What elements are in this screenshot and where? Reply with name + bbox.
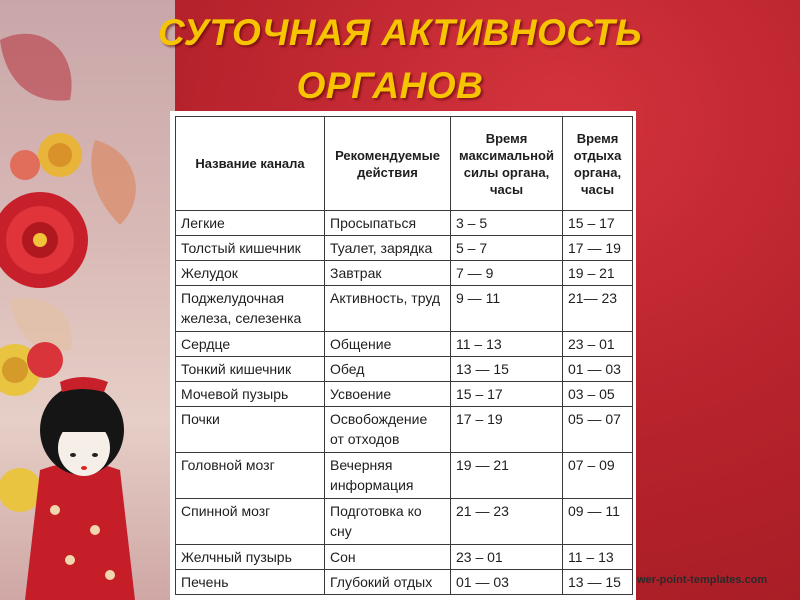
table-row: [176, 407, 633, 453]
cell-action: Завтрак: [325, 261, 451, 286]
organ-activity-table: [175, 116, 633, 595]
table-row: [176, 545, 633, 570]
slide-title-line2: ОРГАНОВ: [296, 65, 484, 106]
cell-action: Общение: [325, 332, 451, 357]
table-row: [176, 286, 633, 332]
cell-action: Усвоение: [325, 382, 451, 407]
cell-channel: Мочевой пузырь: [176, 382, 325, 407]
cell-max-time: 15 – 17: [451, 382, 563, 407]
table-row: [176, 357, 633, 382]
cell-action: Обед: [325, 357, 451, 382]
cell-max-time: 19 — 21: [451, 453, 563, 499]
slide-title-line1: СУТОЧНАЯ АКТИВНОСТЬ: [157, 12, 643, 53]
table-row: [176, 211, 633, 236]
table-container: [170, 111, 636, 600]
header-channel-name: Название канала: [176, 117, 325, 211]
header-recommended-actions: Рекомендуемые действия: [325, 117, 451, 211]
cell-max-time: 13 — 15: [451, 357, 563, 382]
cell-rest-time: 03 – 05: [563, 382, 633, 407]
cell-max-time: 3 – 5: [451, 211, 563, 236]
cell-rest-time: 05 — 07: [563, 407, 633, 453]
cell-max-time: 01 — 03: [451, 570, 563, 595]
cell-channel: Тонкий кишечник: [176, 357, 325, 382]
cell-action: Освобождение от отходов: [325, 407, 451, 453]
cell-rest-time: 17 — 19: [563, 236, 633, 261]
table-header-row: [176, 117, 633, 211]
cell-channel: Почки: [176, 407, 325, 453]
cell-action: Вечерняя информация: [325, 453, 451, 499]
cell-channel: Желчный пузырь: [176, 545, 325, 570]
table-row: [176, 453, 633, 499]
cell-action: Активность, труд: [325, 286, 451, 332]
cell-rest-time: 15 – 17: [563, 211, 633, 236]
cell-rest-time: 23 – 01: [563, 332, 633, 357]
table-row: [176, 499, 633, 545]
cell-max-time: 11 – 13: [451, 332, 563, 357]
cell-max-time: 17 – 19: [451, 407, 563, 453]
cell-action: Сон: [325, 545, 451, 570]
cell-channel: Легкие: [176, 211, 325, 236]
cell-channel: Головной мозг: [176, 453, 325, 499]
table-row: [176, 570, 633, 595]
cell-rest-time: 11 – 13: [563, 545, 633, 570]
cell-channel: Спинной мозг: [176, 499, 325, 545]
cell-max-time: 7 — 9: [451, 261, 563, 286]
table-row: [176, 382, 633, 407]
cell-action: Туалет, зарядка: [325, 236, 451, 261]
cell-rest-time: 07 – 09: [563, 453, 633, 499]
cell-channel: Сердце: [176, 332, 325, 357]
cell-action: Подготовка ко сну: [325, 499, 451, 545]
cell-channel: Печень: [176, 570, 325, 595]
cell-rest-time: 13 — 15: [563, 570, 633, 595]
header-rest-time: Время отдыха органа, часы: [563, 117, 633, 211]
cell-max-time: 9 — 11: [451, 286, 563, 332]
table-row: [176, 332, 633, 357]
cell-max-time: 21 — 23: [451, 499, 563, 545]
cell-channel: Поджелудочная железа, селезенка: [176, 286, 325, 332]
cell-action: Глубокий отдых: [325, 570, 451, 595]
cell-rest-time: 09 — 11: [563, 499, 633, 545]
header-max-time: Время максимальной силы органа, часы: [451, 117, 563, 211]
table-row: [176, 261, 633, 286]
doll-icon: [25, 377, 135, 600]
cell-rest-time: 01 — 03: [563, 357, 633, 382]
cell-action: Просыпаться: [325, 211, 451, 236]
red-flower-icon: [0, 192, 88, 288]
table-row: [176, 236, 633, 261]
cell-rest-time: 19 – 21: [563, 261, 633, 286]
cell-channel: Толстый кишечник: [176, 236, 325, 261]
watermark-text: wer-point-templates.com: [637, 574, 768, 586]
cell-max-time: 23 – 01: [451, 545, 563, 570]
cell-rest-time: 21— 23: [563, 286, 633, 332]
cell-channel: Желудок: [176, 261, 325, 286]
cell-max-time: 5 – 7: [451, 236, 563, 261]
